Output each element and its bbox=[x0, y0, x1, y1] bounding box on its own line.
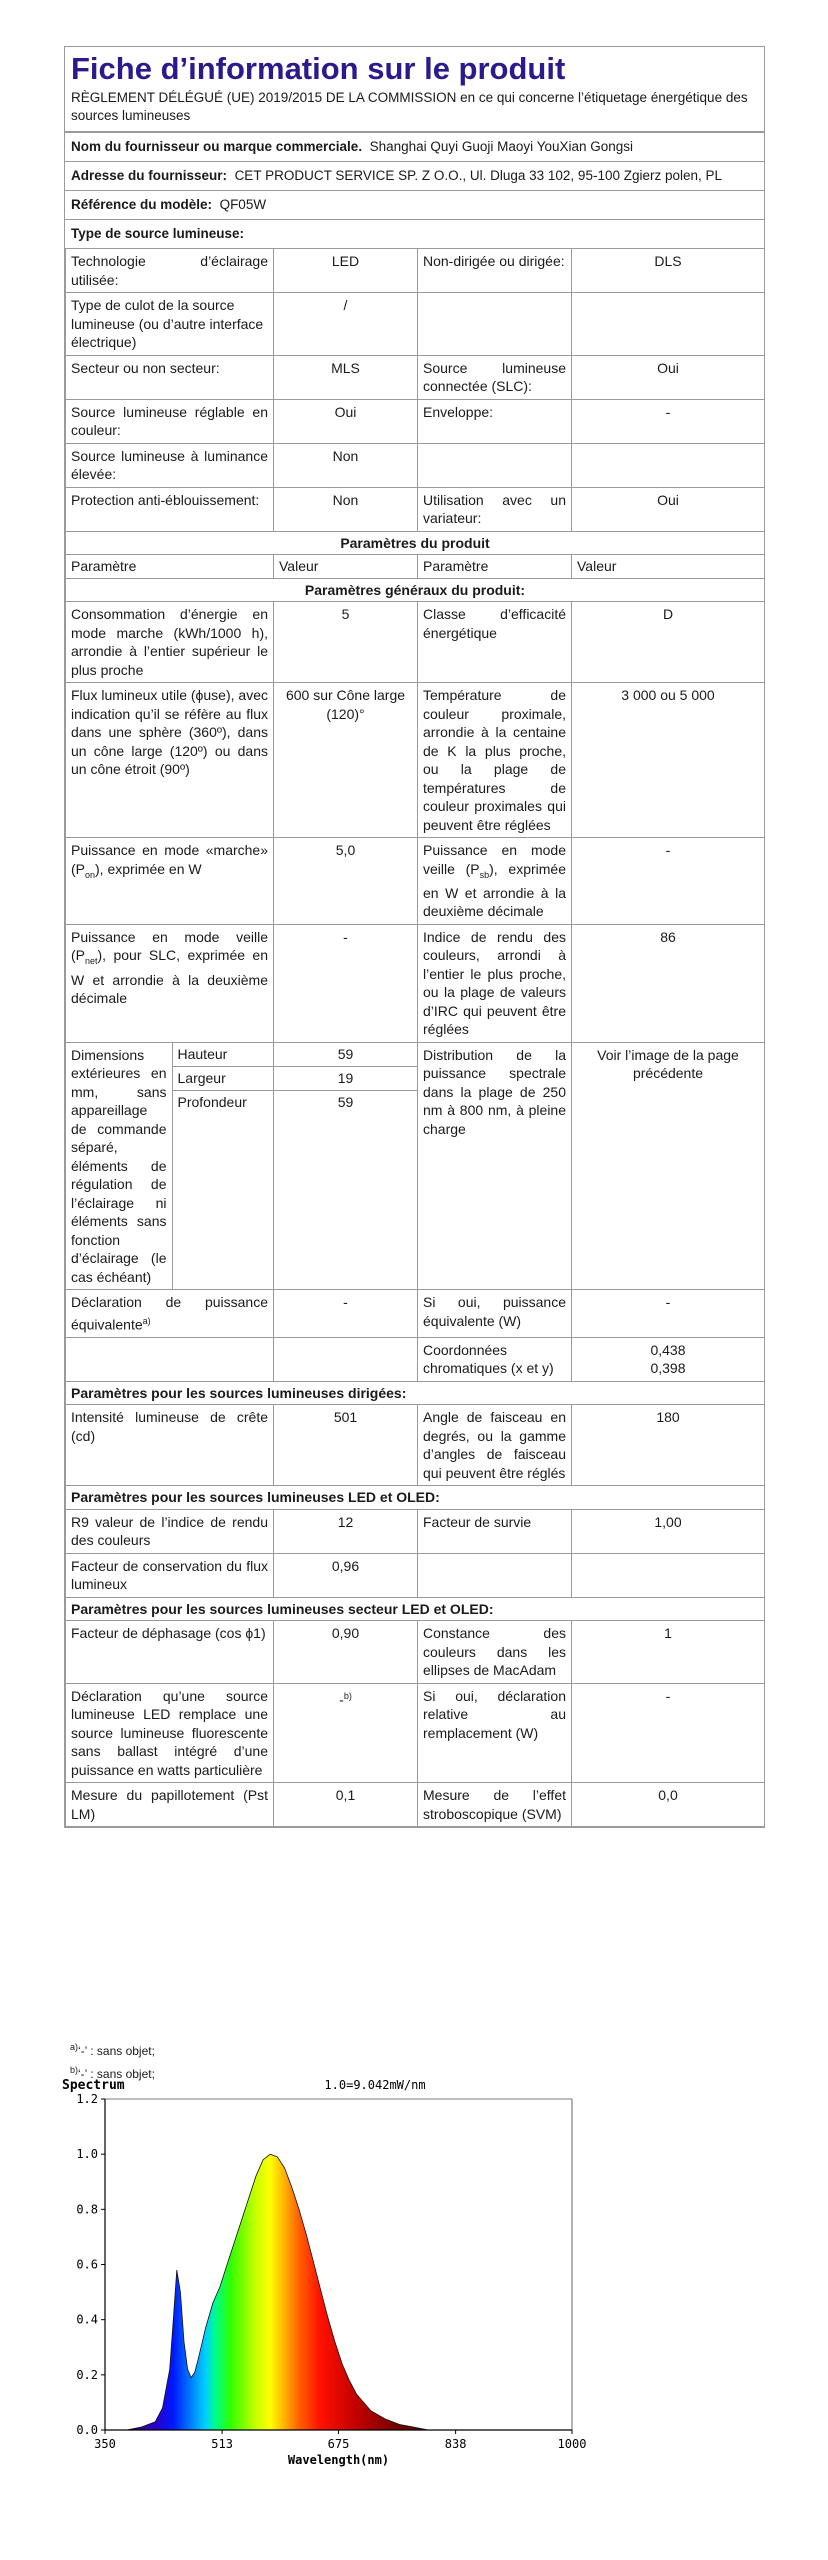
y-tick-label: 1.2 bbox=[76, 2092, 98, 2106]
row-value: 0,0 bbox=[572, 1783, 765, 1827]
row-value: Oui bbox=[572, 355, 765, 399]
column-header: Valeur bbox=[572, 555, 765, 579]
row-label: Mesure de l’effet stroboscopique (SVM) bbox=[418, 1783, 572, 1827]
row-value: Oui bbox=[572, 487, 765, 531]
model-reference-label: Référence du modèle: bbox=[71, 197, 213, 212]
mains-heading: Paramètres pour les sources lumineuses secteur LED et OLED: bbox=[66, 1597, 765, 1621]
row-value: 12 bbox=[274, 1509, 418, 1553]
row-label: Puissance en mode veille $(P_{sb})$, exprimée en W et arrondie à la deuxième décimale bbox=[418, 838, 572, 925]
row-value: D bbox=[572, 602, 765, 683]
x-tick-label: 675 bbox=[327, 2437, 350, 2451]
supplier-info bbox=[65, 132, 764, 248]
section-heading bbox=[66, 1381, 765, 1405]
row-value: 600 sur Cône large (120)° bbox=[274, 683, 418, 838]
directed-heading: Paramètres pour les sources lumineuses dirigées: bbox=[66, 1381, 765, 1405]
chart-annotation: 1.0=9.042mW/nm bbox=[324, 2078, 426, 2092]
dimensions-label: Dimensions extérieures en mm, sans appareillage de commande séparé, éléments de régulation de l’éclairage ni éléments sans fonction d’éclairage (le cas échéant) bbox=[66, 1043, 172, 1290]
page-title: Fiche d’information sur le produit bbox=[71, 51, 566, 86]
section-heading bbox=[66, 531, 765, 555]
row-label: Mesure du papillotement (Pst LM) bbox=[66, 1783, 274, 1827]
table-row bbox=[66, 399, 765, 443]
row-value: - bbox=[572, 399, 765, 443]
row-label: Classe d’efficacité énergétique bbox=[418, 602, 572, 683]
column-header: Valeur bbox=[274, 555, 418, 579]
table-row bbox=[66, 1553, 765, 1597]
table-row bbox=[66, 293, 765, 356]
row-label: Enveloppe: bbox=[418, 399, 572, 443]
row-label bbox=[418, 1553, 572, 1597]
footnote-b: $^{b)}$‘-’ : sans objet; bbox=[70, 2065, 155, 2081]
supplier-name-label: Nom du fournisseur ou marque commerciale. bbox=[71, 139, 363, 154]
row-value: - bbox=[572, 838, 765, 925]
x-tick-label: 1000 bbox=[557, 2437, 587, 2451]
height-value: 59 bbox=[274, 1043, 417, 1067]
row-value: LED bbox=[274, 249, 418, 293]
row-label: Facteur de déphasage (cos ϕ1) bbox=[66, 1621, 274, 1684]
table-row bbox=[66, 1337, 765, 1381]
general-params-heading: Paramètres généraux du produit: bbox=[66, 578, 765, 602]
product-information-sheet bbox=[64, 46, 765, 1828]
row-value: - bbox=[274, 1290, 418, 1338]
row-label: Facteur de survie bbox=[418, 1509, 572, 1553]
table-row bbox=[66, 443, 765, 487]
spectrum-chart bbox=[60, 2075, 600, 2480]
row-label: Consommation d’énergie en mode marche (kWh/1000 h), arrondie à l’entier supérieur le plus proche bbox=[66, 602, 274, 683]
led-heading: Paramètres pour les sources lumineuses LED et OLED: bbox=[66, 1486, 765, 1510]
row-label bbox=[418, 443, 572, 487]
row-value bbox=[572, 1553, 765, 1597]
y-tick-label: 0.0 bbox=[76, 2423, 98, 2437]
table-row bbox=[66, 1621, 765, 1684]
row-value: 0,1 bbox=[274, 1783, 418, 1827]
source-type-table bbox=[65, 248, 765, 1827]
table-row bbox=[66, 924, 765, 1042]
table-row bbox=[66, 1405, 765, 1486]
y-tick-label: 0.8 bbox=[76, 2202, 98, 2217]
row-label: Source lumineuse réglable en couleur: bbox=[66, 399, 274, 443]
row-label: Si oui, déclaration relative au remplacement (W) bbox=[418, 1683, 572, 1783]
row-label: Déclaration qu’une source lumineuse LED remplace une source lumineuse fluorescente sans ballast intégré d’une puissance en watts particulière bbox=[66, 1683, 274, 1783]
y-tick-label: 0.4 bbox=[76, 2312, 98, 2327]
section-heading bbox=[66, 1486, 765, 1510]
row-value: MLS bbox=[274, 355, 418, 399]
row-label: Technologie d’éclairage utilisée: bbox=[66, 249, 274, 293]
row-label bbox=[418, 293, 572, 356]
dimensions-cell bbox=[66, 1042, 274, 1290]
row-value bbox=[572, 293, 765, 356]
supplier-name-row bbox=[65, 133, 764, 162]
row-label: Si oui, puissance équivalente (W) bbox=[418, 1290, 572, 1338]
row-label: Secteur ou non secteur: bbox=[66, 355, 274, 399]
row-label: Indice de rendu des couleurs, arrondi à l’entier le plus proche, ou la plage de valeurs d’IRC qui peuvent être réglées bbox=[418, 924, 572, 1042]
y-tick-label: 0.2 bbox=[76, 2367, 98, 2382]
row-value: - bbox=[572, 1683, 765, 1783]
row-value: Voir l’image de la page précédente bbox=[572, 1042, 765, 1290]
source-type-heading: Type de source lumineuse: bbox=[65, 220, 764, 249]
row-value: 1,00 bbox=[572, 1509, 765, 1553]
row-label: Non-dirigée ou dirigée: bbox=[418, 249, 572, 293]
row-label: Facteur de conservation du flux lumineux bbox=[66, 1553, 274, 1597]
footnote-a: $^{a)}$‘-’ : sans objet; bbox=[70, 2042, 155, 2058]
row-label: Température de couleur proximale, arrondie à la centaine de K la plus proche, ou la plage de températures de couleur proximales qui peuvent être réglées bbox=[418, 683, 572, 838]
row-label: Constance des couleurs dans les ellipses de MacAdam bbox=[418, 1621, 572, 1684]
row-label: Protection anti-éblouissement: bbox=[66, 487, 274, 531]
row-label: R9 valeur de l’indice de rendu des couleurs bbox=[66, 1509, 274, 1553]
row-value: 5,0 bbox=[274, 838, 418, 925]
row-value: - bbox=[572, 1290, 765, 1338]
width-label: Largeur bbox=[173, 1067, 275, 1091]
section-heading bbox=[66, 1597, 765, 1621]
x-axis-label: Wavelength(nm) bbox=[287, 2453, 390, 2467]
row-value: 86 bbox=[572, 924, 765, 1042]
model-reference-row bbox=[65, 191, 764, 220]
supplier-address-label: Adresse du fournisseur: bbox=[71, 168, 228, 183]
supplier-name-value: Shanghai Quyi Guoji Maoyi YouXian Gongsi bbox=[369, 139, 634, 154]
section-heading bbox=[66, 578, 765, 602]
table-row bbox=[66, 838, 765, 925]
row-label: Puissance en mode «marche» $(P_{on})$, exprimée en W bbox=[66, 838, 274, 925]
row-label: Source lumineuse à luminance élevée: bbox=[66, 443, 274, 487]
dimensions-row bbox=[66, 1042, 765, 1290]
row-value: Oui bbox=[274, 399, 418, 443]
dimensions-values bbox=[274, 1042, 418, 1290]
row-value: Non bbox=[274, 487, 418, 531]
y-tick-label: 1.0 bbox=[76, 2147, 98, 2162]
row-label: Puissance en mode veille $(P_{net})$, pour SLC, exprimée en W et arrondie à la deuxième décimale bbox=[66, 924, 274, 1042]
row-value: 5 bbox=[274, 602, 418, 683]
table-row bbox=[66, 602, 765, 683]
row-label: Intensité lumineuse de crête (cd) bbox=[66, 1405, 274, 1486]
row-value bbox=[274, 1337, 418, 1381]
depth-label: Profondeur bbox=[177, 1093, 247, 1110]
y-tick-label: 0.6 bbox=[76, 2257, 98, 2272]
height-label: Hauteur bbox=[173, 1043, 275, 1067]
chromaticity-x: 0,438 bbox=[650, 1341, 686, 1358]
row-value: 180 bbox=[572, 1405, 765, 1486]
row-label: Angle de faisceau en degrés, ou la gamme d’angles de faisceau qui peuvent être réglés bbox=[418, 1405, 572, 1486]
table-row bbox=[66, 1783, 765, 1827]
row-value: 501 bbox=[274, 1405, 418, 1486]
column-header: Paramètre bbox=[66, 555, 274, 579]
row-value bbox=[572, 1337, 765, 1381]
row-label bbox=[66, 1337, 274, 1381]
depth-value: 59 bbox=[337, 1093, 354, 1110]
column-header: Paramètre bbox=[418, 555, 572, 579]
chromaticity-y: 0,398 bbox=[650, 1360, 686, 1377]
supplier-address-value: CET PRODUCT SERVICE SP. Z O.O., Ul. Dluga 33 102, 95-100 Zgierz polen, PL bbox=[234, 168, 723, 183]
product-params-heading: Paramètres du produit bbox=[66, 531, 765, 555]
table-row bbox=[66, 1509, 765, 1553]
supplier-address-row bbox=[65, 162, 764, 191]
width-value: 19 bbox=[274, 1067, 417, 1091]
row-value: -$^{b)}$ bbox=[274, 1683, 418, 1783]
x-tick-label: 350 bbox=[94, 2437, 116, 2451]
row-value: / bbox=[274, 293, 418, 356]
x-tick-label: 838 bbox=[444, 2437, 467, 2451]
row-value: Non bbox=[274, 443, 418, 487]
row-value bbox=[572, 443, 765, 487]
column-header-row bbox=[66, 555, 765, 579]
row-value: 0,96 bbox=[274, 1553, 418, 1597]
model-reference-value: QF05W bbox=[219, 197, 267, 212]
chart-title: Spectrum bbox=[62, 2078, 125, 2093]
row-label: Coordonnées chromatiques (x et y) bbox=[418, 1337, 572, 1381]
table-row bbox=[66, 249, 765, 293]
row-label: Type de culot de la source lumineuse (ou d’autre interface électrique) bbox=[66, 293, 274, 356]
table-row bbox=[66, 1683, 765, 1783]
row-label: Source lumineuse connectée (SLC): bbox=[418, 355, 572, 399]
table-row bbox=[66, 487, 765, 531]
x-tick-label: 513 bbox=[211, 2437, 233, 2451]
row-label: Distribution de la puissance spectrale dans la plage de 250 nm à 800 nm, à pleine charge bbox=[418, 1042, 572, 1290]
table-row bbox=[66, 1290, 765, 1338]
row-value: 3 000 ou 5 000 bbox=[572, 683, 765, 838]
row-label: Utilisation avec un variateur: bbox=[418, 487, 572, 531]
row-label: Flux lumineux utile (ϕuse), avec indication qu’il se réfère au flux dans une sphère (360º), dans un cône large (120º) ou dans un cône étroit (90º) bbox=[66, 683, 274, 838]
row-value: DLS bbox=[572, 249, 765, 293]
row-value: - bbox=[274, 924, 418, 1042]
regulation-subtitle: RÈGLEMENT DÉLÉGUÉ (UE) 2019/2015 DE LA COMMISSION en ce qui concerne l’étiquetage énergétique des sources lumineuses bbox=[65, 87, 764, 132]
row-label: Déclaration de puissance équivalente$^{a)}$ bbox=[66, 1290, 274, 1338]
row-value: 0,90 bbox=[274, 1621, 418, 1684]
row-value: 1 bbox=[572, 1621, 765, 1684]
table-row bbox=[66, 355, 765, 399]
spectrum-svg bbox=[60, 2075, 600, 2475]
table-row bbox=[66, 683, 765, 838]
